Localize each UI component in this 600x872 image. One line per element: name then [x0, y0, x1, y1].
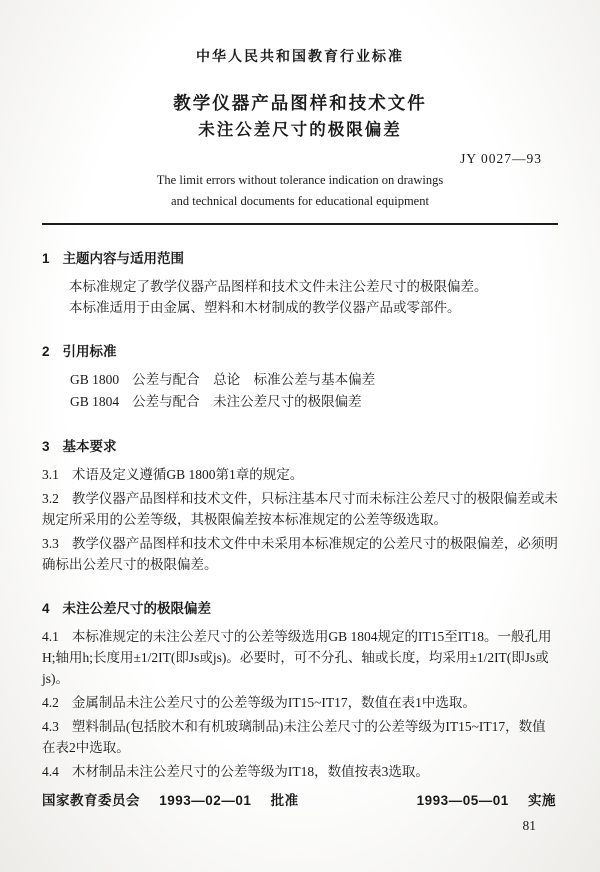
english-title-line-1: The limit errors without tolerance indication on drawings	[156, 173, 444, 187]
section-4-body	[42, 626, 558, 782]
section-3-number: 3	[42, 439, 50, 455]
section-1-heading	[42, 247, 558, 267]
section-4-number: 4	[42, 601, 50, 617]
reference-gb-1804	[42, 391, 558, 413]
section-4-limit-deviations	[42, 597, 558, 782]
clause-3-2	[42, 488, 558, 530]
document-title	[42, 90, 558, 143]
reference-code: GB 1804	[70, 394, 120, 410]
section-2-title: 引用标准	[62, 344, 117, 360]
reference-gb-1800	[42, 369, 558, 391]
standard-number: JY 0027—93	[460, 151, 542, 166]
page-number: 81	[522, 818, 536, 833]
clause-number: 3.1	[42, 467, 59, 483]
clause-number: 4.1	[42, 629, 59, 645]
section-3-heading	[42, 435, 558, 455]
section-3-title: 基本要求	[62, 439, 117, 455]
scope-paragraph-1: 本标准规定了教学仪器产品图样和技术文件未注公差尺寸的极限偏差。	[69, 279, 488, 295]
clause-text: 本标准规定的未注公差尺寸的公差等级选用GB 1804规定的IT15至IT18。一般孔用H;轴用h;长度用±1/2IT(即Js或js)。必要时，可不分孔、轴或长度，均采用±1/2IT(即Js或js)。	[42, 629, 552, 687]
section-1-title: 主题内容与适用范围	[62, 251, 185, 267]
header-rule	[42, 223, 558, 225]
reference-code: GB 1800	[70, 372, 120, 388]
scope-paragraph-2: 本标准适用于由金属、塑料和木材制成的教学仪器产品或零部件。	[69, 300, 461, 316]
footer-implementation	[417, 789, 556, 809]
section-1-number: 1	[42, 251, 50, 267]
section-4-title: 未注公差尺寸的极限偏差	[62, 601, 212, 617]
section-2-body	[42, 369, 558, 413]
clause-number: 3.3	[42, 536, 59, 552]
reference-title: 公差与配合 总论 标准公差与基本偏差	[132, 372, 376, 388]
clause-number: 4.2	[42, 695, 59, 711]
clause-3-1	[42, 464, 558, 485]
clause-text: 塑料制品(包括胶木和有机玻璃制品)未注公差尺寸的公差等级为IT15~IT17，数值在表2中选取。	[42, 719, 546, 756]
footer	[42, 789, 556, 809]
clause-number: 4.3	[42, 719, 59, 735]
clause-number: 3.2	[42, 491, 59, 507]
english-title-line-2: and technical documents for educational equipment	[171, 193, 429, 208]
section-1-scope	[42, 247, 558, 318]
footer-approval	[42, 789, 299, 809]
section-2-number: 2	[42, 344, 50, 360]
section-1-body	[42, 276, 558, 318]
clause-4-3	[42, 716, 558, 758]
document-title-line-2: 未注公差尺寸的极限偏差	[198, 121, 402, 140]
reference-title: 公差与配合 未注公差尺寸的极限偏差	[132, 394, 362, 410]
clause-text: 教学仪器产品图样和技术文件，只标注基本尺寸而未标注公差尺寸的极限偏差或未规定所采用的公差等级，其极限偏差按本标准规定的公差等级选取。	[42, 491, 558, 528]
implementation-date: 1993—05—01	[416, 793, 509, 808]
approval-date: 1993—02—01	[159, 793, 252, 808]
clause-4-2	[42, 692, 558, 713]
clause-3-3	[42, 533, 558, 575]
clause-text: 金属制品未注公差尺寸的公差等级为IT15~IT17，数值在表1中选取。	[71, 695, 476, 711]
section-4-heading	[42, 597, 558, 617]
clause-text: 木材制品未注公差尺寸的公差等级为IT18，数值按表3选取。	[71, 764, 429, 780]
document-title-line-1: 教学仪器产品图样和技术文件	[173, 93, 427, 113]
issuing-body: 国家教育委员会	[42, 793, 140, 808]
implementation-label: 实施	[528, 793, 556, 808]
section-2-heading	[42, 340, 558, 360]
clause-4-4	[42, 761, 558, 782]
standard-category-heading: 中华人民共和国教育行业标准	[196, 48, 404, 64]
approval-label: 批准	[270, 793, 299, 808]
clause-text: 术语及定义遵循GB 1800第1章的规定。	[71, 467, 304, 483]
section-3-basic-requirements	[42, 435, 558, 575]
clause-text: 教学仪器产品图样和技术文件中未采用本标准规定的公差尺寸的极限偏差，必须明确标出公差尺寸的极限偏差。	[42, 536, 558, 573]
english-title	[42, 170, 558, 211]
section-3-body	[42, 464, 558, 575]
clause-4-1	[42, 626, 558, 689]
section-2-references	[42, 340, 558, 413]
clause-number: 4.4	[42, 764, 59, 780]
